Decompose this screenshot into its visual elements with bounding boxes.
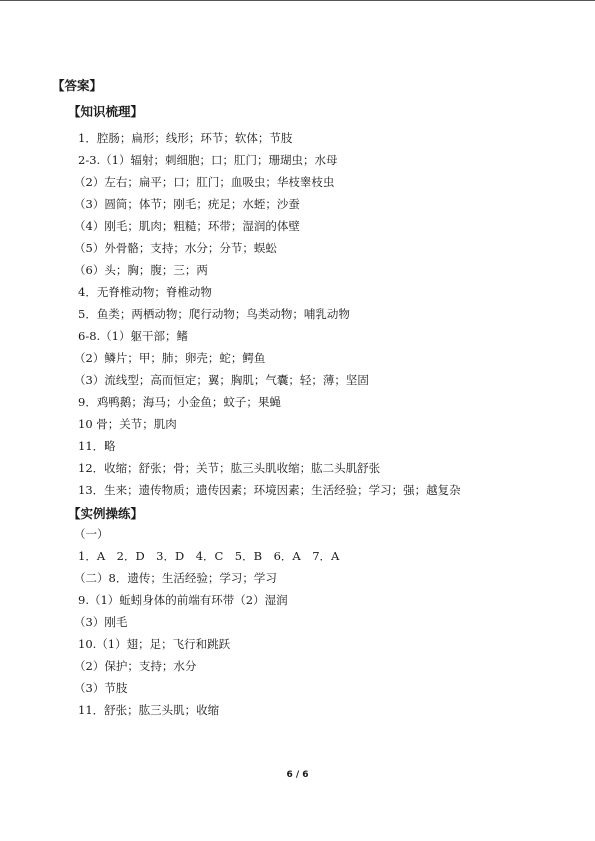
knowledge-line: （3）流线型；高而恒定；翼；胸肌；气囊；轻；薄；坚固 [74,373,369,387]
knowledge-line: 4．无脊椎动物；脊椎动物 [78,285,212,299]
knowledge-line: （2）鳞片；甲；肺；卵壳；蛇；鳄鱼 [74,351,266,365]
practice-line: （2）保护；支持；水分 [74,659,197,673]
practice-line: （3）节肢 [74,681,128,695]
knowledge-line: （6）头；胸；腹；三；两 [74,263,208,277]
practice-line: （二）8．遗传；生活经验；学习；学习 [74,571,277,585]
practice-line: 11．舒张；肱三头肌；收缩 [78,703,220,717]
practice-line: （一） [74,527,109,541]
knowledge-line: （3）圆筒；体节；刚毛；疣足；水蛭；沙蚕 [74,197,300,211]
practice-line: 10.（1）翅；足；飞行和跳跃 [78,637,231,651]
knowledge-heading: 【知识梳理】 [68,104,144,119]
answer-heading: 【答案】 [52,78,103,93]
top-rule [0,0,595,1]
page-number: 6 / 6 [286,770,309,780]
knowledge-line: （5）外骨骼；支持；水分；分节；蜈蚣 [74,241,277,255]
practice-line: 1．A 2．D 3．D 4．C 5．B 6．A 7．A [78,549,340,563]
knowledge-line: 13．生来；遗传物质；遗传因素；环境因素；生活经验；学习；强；越复杂 [78,483,461,497]
knowledge-line: 6-8.（1）躯干部；鳍 [78,329,188,343]
knowledge-line: 9．鸡鸭鹅；海马；小金鱼；蚊子；果蝇 [78,395,281,409]
practice-line: 9.（1）蚯蚓身体的前端有环带（2）湿润 [78,593,288,607]
knowledge-line: 11．略 [78,439,116,453]
practice-line: （3）刚毛 [74,615,128,629]
knowledge-line: 12．收缩；舒张；骨；关节；肱三头肌收缩；肱二头肌舒张 [78,461,381,475]
knowledge-line: 5．鱼类；两栖动物；爬行动物；鸟类动物；哺乳动物 [78,307,350,321]
knowledge-line: 2-3.（1）辐射；刺细胞；口；肛门；珊瑚虫；水母 [78,153,338,167]
knowledge-line: 1．腔肠；扁形；线形；环节；软体；节肢 [78,131,293,145]
knowledge-line: （2）左右；扁平；口；肛门；血吸虫；华枝睾枝虫 [74,175,335,189]
knowledge-line: （4）刚毛；肌肉；粗糙；环带；湿润的体壁 [74,219,300,233]
knowledge-line: 10 骨；关节；肌肉 [78,417,177,431]
practice-heading: 【实例操练】 [68,506,144,521]
